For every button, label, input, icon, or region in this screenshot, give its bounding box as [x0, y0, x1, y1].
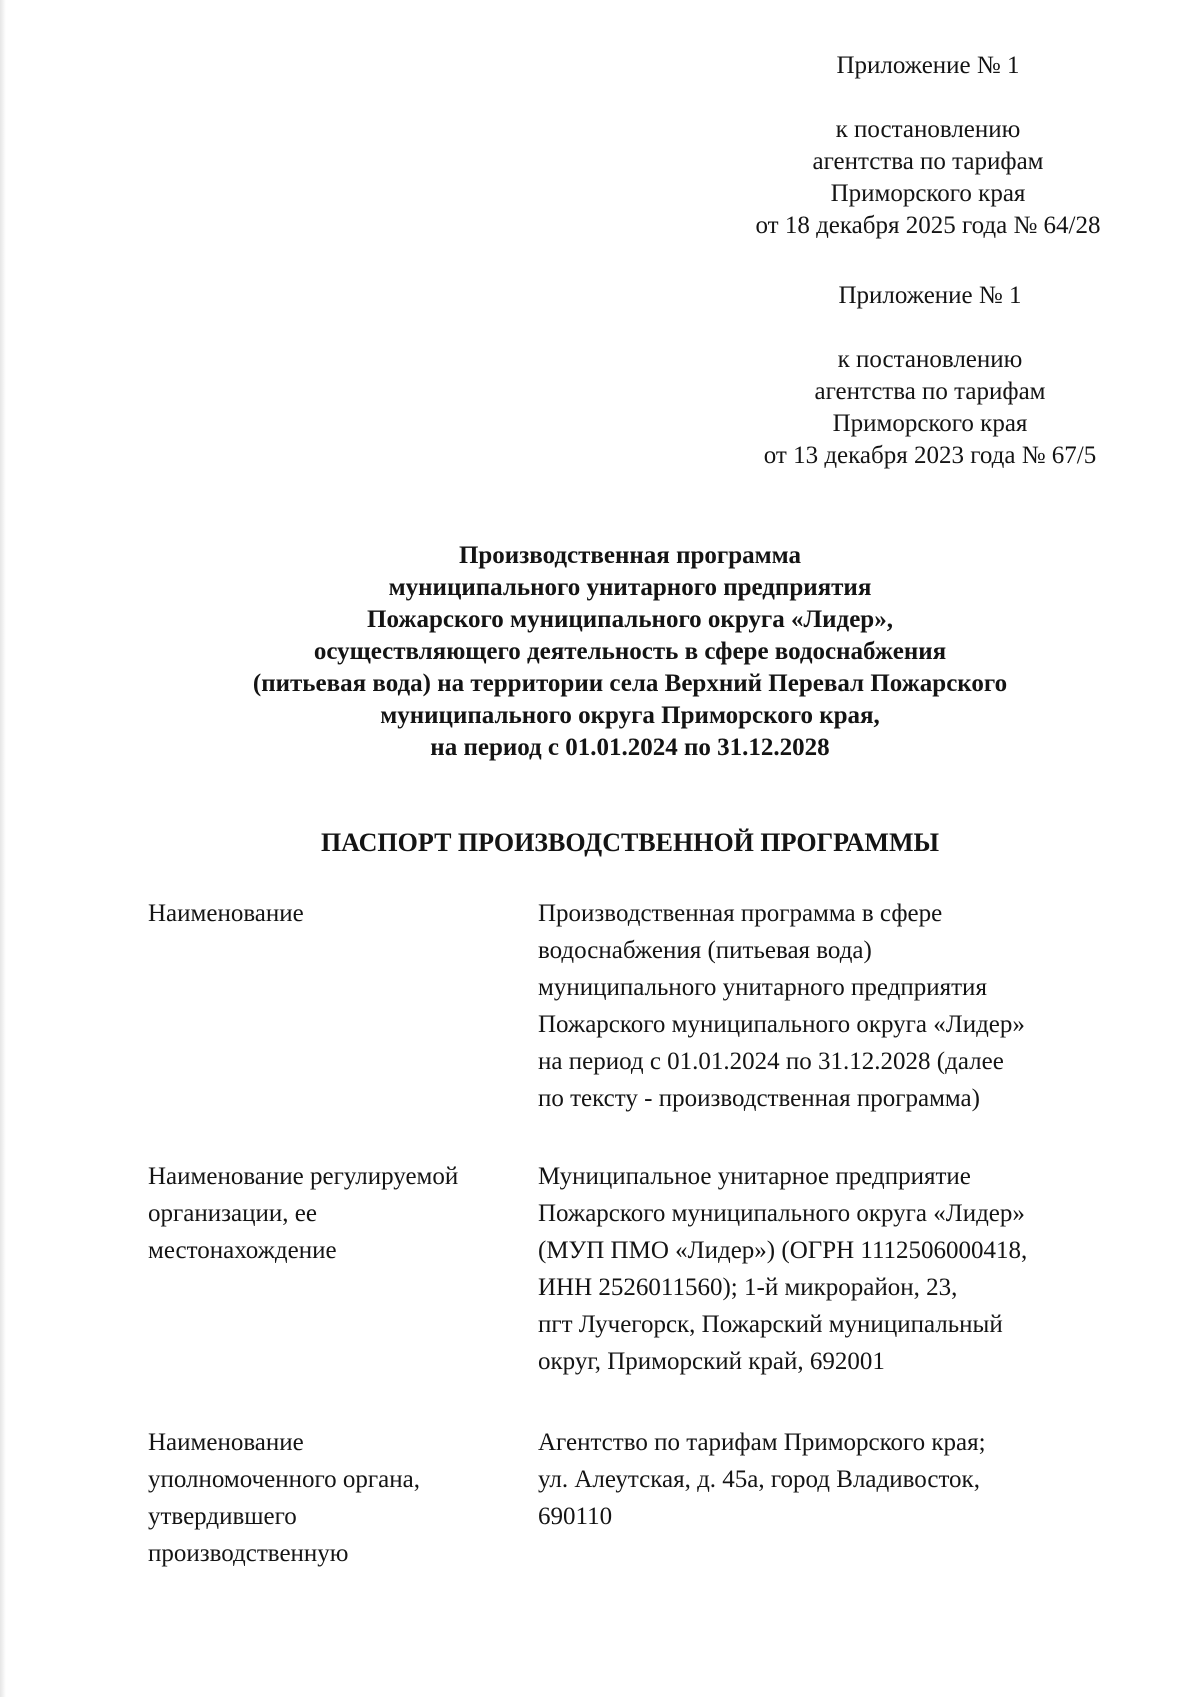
- label-line: Наименование: [148, 900, 304, 927]
- program-title-line: на период с 01.01.2024 по 31.12.2028: [430, 734, 830, 761]
- appendix-original-title: Приложение № 1: [838, 282, 1022, 309]
- value-line: (МУП ПМО «Лидер») (ОГРН 1112506000418,: [538, 1237, 1028, 1264]
- appendix-original-line: агентства по тарифам: [814, 378, 1046, 405]
- appendix-current-title: Приложение № 1: [836, 52, 1020, 79]
- value-line: Агентство по тарифам Приморского края;: [538, 1429, 986, 1456]
- passport-heading: ПАСПОРТ ПРОИЗВОДСТВЕННОЙ ПРОГРАММЫ: [320, 828, 940, 857]
- appendix-current-line: агентства по тарифам: [812, 148, 1044, 175]
- value-line: Пожарского муниципального округа «Лидер»: [538, 1011, 1025, 1038]
- passport-row-value: [538, 1158, 1118, 1380]
- label-line: Наименование: [148, 1429, 304, 1456]
- value-line: по тексту - производственная программа): [538, 1085, 980, 1112]
- value-line: Производственная программа в сфере: [538, 900, 943, 927]
- label-line: местонахождение: [148, 1237, 337, 1264]
- appendix-original-line: Приморского края: [832, 410, 1028, 437]
- value-line: округ, Приморский край, 692001: [538, 1348, 885, 1375]
- program-title-line: Производственная программа: [458, 542, 802, 569]
- program-title-line: осуществляющего деятельность в сфере водоснабжения: [313, 638, 947, 665]
- appendix-current-line: к постановлению: [835, 116, 1021, 143]
- label-line: организации, ее: [148, 1200, 317, 1227]
- appendix-original-date: от 13 декабря 2023 года № 67/5: [763, 442, 1097, 469]
- program-title-line: муниципального округа Приморского края,: [380, 702, 880, 729]
- passport-row-value: [538, 895, 1118, 1117]
- value-line: водоснабжения (питьевая вода): [538, 937, 872, 964]
- passport-row-label: [148, 1424, 518, 1572]
- appendix-current-line: Приморского края: [830, 180, 1026, 207]
- program-title-line: Пожарского муниципального округа «Лидер»,: [367, 606, 893, 633]
- program-title-line: муниципального унитарного предприятия: [388, 574, 872, 601]
- program-title-line: (питьевая вода) на территории села Верхний Перевал Пожарского: [252, 670, 1008, 697]
- page-scan-edge: [0, 0, 6, 1697]
- value-line: ИНН 2526011560); 1-й микрорайон, 23,: [538, 1274, 958, 1301]
- label-line: Наименование регулируемой: [148, 1163, 459, 1190]
- appendix-original-line: к постановлению: [837, 346, 1023, 373]
- value-line: ул. Алеутская, д. 45а, город Владивосток,: [538, 1466, 980, 1493]
- value-line: муниципального унитарного предприятия: [538, 974, 987, 1001]
- label-line: утвердившего: [148, 1503, 297, 1530]
- value-line: Муниципальное унитарное предприятие: [538, 1163, 971, 1190]
- value-line: пгт Лучегорск, Пожарский муниципальный: [538, 1311, 1003, 1338]
- passport-row-value: [538, 1424, 1118, 1535]
- appendix-original-block: [720, 280, 1140, 472]
- program-title: [100, 540, 1160, 764]
- value-line: на период с 01.01.2024 по 31.12.2028 (далее: [538, 1048, 1004, 1075]
- label-line: производственную: [148, 1540, 349, 1567]
- appendix-current-block: [718, 50, 1138, 242]
- passport-row-label: [148, 895, 518, 932]
- passport-row-label: [148, 1158, 518, 1269]
- appendix-current-date: от 18 декабря 2025 года № 64/28: [755, 212, 1101, 239]
- label-line: уполномоченного органа,: [148, 1466, 420, 1493]
- value-line: Пожарского муниципального округа «Лидер»: [538, 1200, 1025, 1227]
- value-line: 690110: [538, 1503, 613, 1530]
